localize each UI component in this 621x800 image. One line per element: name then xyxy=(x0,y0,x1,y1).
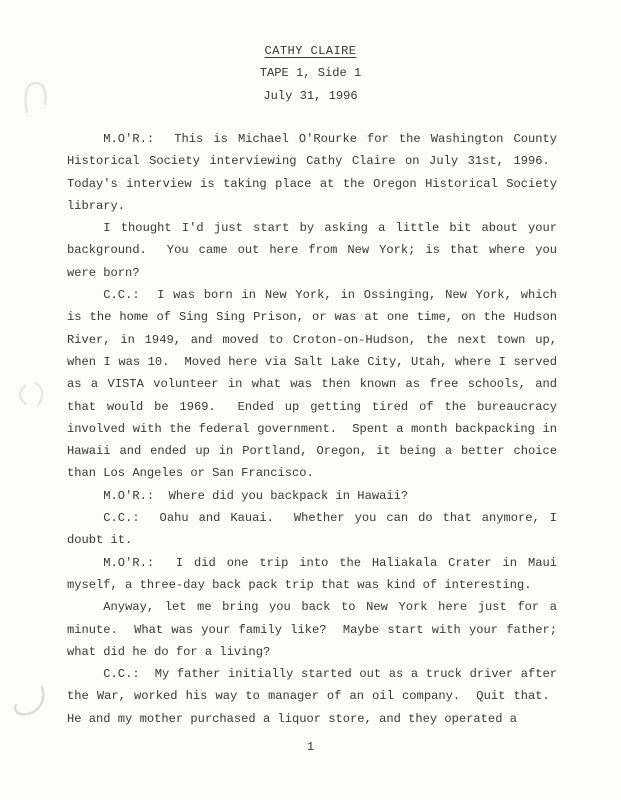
document-header xyxy=(0,40,621,107)
spiral-binding-mark-bottom-icon xyxy=(15,687,43,714)
transcript-paragraph-6: M.O'R.: I did one trip into the Haliakala Crater in Maui myself, a three-day back pack trip that was kind of interesting. xyxy=(67,555,557,592)
transcript-body xyxy=(67,128,557,730)
spiral-binding-mark-middle-icon xyxy=(20,383,42,405)
date-label: July 31, 1996 xyxy=(263,88,358,103)
transcript-paragraph-4: M.O'R.: Where did you backpack in Hawaii? xyxy=(103,488,409,503)
transcript-paragraph-5: C.C.: Oahu and Kauai. Whether you can do that anymore, I doubt it. xyxy=(67,511,557,548)
document-title: CATHY CLAIRE xyxy=(264,44,357,58)
transcript-paragraph-8: C.C.: My father initially started out as a truck driver after the War, worked his way to manager of an oil company. Quit that. He and my mother purchased a liquor store, and they operated a xyxy=(67,667,557,726)
page-number: 1 xyxy=(306,740,315,754)
transcript-paragraph-3: C.C.: I was born in New York, in Ossinging, New York, which is the home of Sing Sing Prison, or was at one time, on the Hudson River, in 1949, and moved to Croton-on-Hudson, the next town up, when I was 10. Moved here via Salt Lake City, Utah, where I served as a VISTA volunteer in what was then known as free schools, and that would be 1969. Ended up getting tired of the bureaucracy involved with the federal government. Spent a month backpacking in Hawaii and ended up in Portland, Oregon, it being a better choice than Los Angeles or San Francisco. xyxy=(67,288,557,481)
tape-label: TAPE 1, Side 1 xyxy=(259,66,362,81)
transcript-paragraph-1: M.O'R.: This is Michael O'Rourke for the Washington County Historical Society interviewing Cathy Claire on July 31st, 1996. Today's interview is taking place at the Oregon Historical Society library. xyxy=(67,132,557,213)
transcript-paragraph-7: Anyway, let me bring you back to New York here just for a minute. What was your family like? Maybe start with your father; what did he do for a living? xyxy=(67,600,557,659)
binding-marks xyxy=(0,0,70,800)
transcript-paragraph-2: I thought I'd just start by asking a little bit about your background. You came out here from New York; is that where you were born? xyxy=(67,221,557,280)
